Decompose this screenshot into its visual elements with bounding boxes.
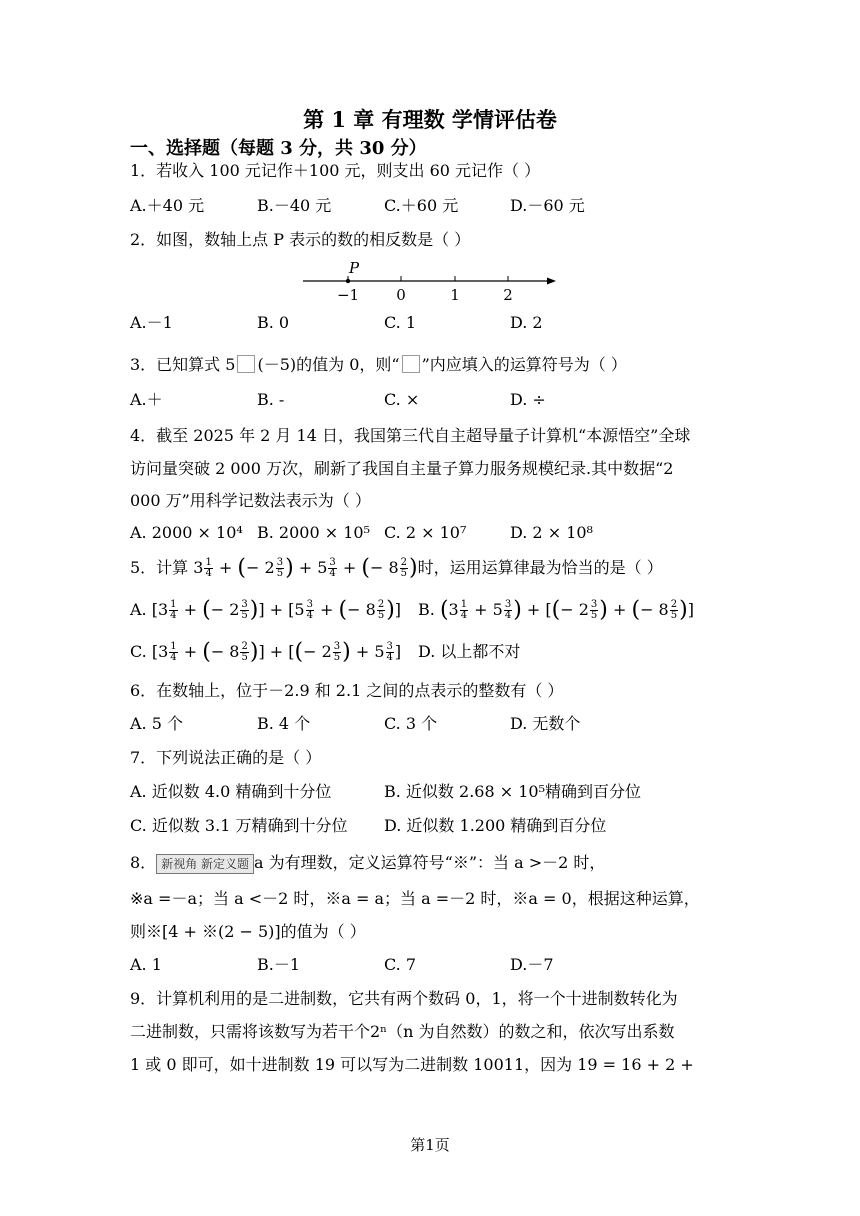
question-8-line-1 [130,852,605,874]
option-c: C. × [384,390,420,409]
tick-label-neg1: −1 [336,286,360,304]
question-7-option-c: C. 近似数 3.1 万精确到十分位 [130,816,348,835]
page-number: 第1页 [410,1136,450,1154]
blank-box-icon [237,355,255,373]
question-7-stem: 7．下列说法正确的是（ ） [130,748,322,767]
question-9-line-3: 1 或 0 即可，如十进制数 19 可以写为二进制数 10011，因为 19 = 16 + 2 + [130,1055,694,1074]
option-b: B.－1 [257,955,301,974]
question-5-option-a: A. [3 $\frac{1}{4}$ + (− 2 $\frac{3}{5}$ )] + [5 $\frac{3}{4}$ + (− 8 $\frac{2}{5}$ )] [130,597,402,623]
question-4-line-1: 4．截至 2025 年 2 月 14 日，我国第三代自主超导量子计算机“本源悟空”全球 [130,426,691,445]
question-9-line-1: 9．计算机利用的是二进制数，它共有两个数码 0，1，将一个十进制数转化为 [130,989,678,1008]
option-d: D. 2 × 10⁸ [510,523,593,542]
question-4-options [130,522,730,544]
question-7-option-b: B. 近似数 2.68 × 10⁵精确到百分位 [384,782,641,801]
new-definition-badge: 新视角 新定义题 [156,854,254,874]
question-9-line-2: 二进制数，只需将该数写为若干个2ⁿ（n 为自然数）的数之和，依次写出系数 [130,1022,675,1041]
option-b: B. 4 个 [257,714,311,733]
question-1-options [130,195,730,217]
option-d: D. ÷ [510,390,546,409]
option-c: C. 3 个 [384,714,438,733]
option-d: D. 无数个 [510,714,581,733]
option-a: A. 5 个 [130,714,183,733]
option-c: C. 7 [384,955,417,974]
question-3-options [130,389,730,411]
tick-label-2: 2 [503,286,513,304]
option-a: A.＋ [130,390,163,409]
q3-text-3: ”内应填入的运算符号为（ ） [421,355,627,374]
q8-text: a 为有理数，定义运算符号“※”：当 a >－2 时， [254,853,606,872]
question-1-stem: 1．若收入 100 元记作＋100 元，则支出 60 元记作（ ） [130,161,541,180]
option-d: D. 2 [510,313,543,332]
question-8-options [130,954,730,976]
question-6-stem: 6．在数轴上，位于－2.9 和 2.1 之间的点表示的整数有（ ） [130,681,564,700]
q3-text-2: (－5)的值为 0，则“ [257,355,400,374]
question-3-stem [130,354,627,376]
question-8-line-2: ※a =－a；当 a <－2 时，※a = a；当 a =－2 时，※a = 0，根据这种运算， [130,889,700,908]
option-b: B. 0 [257,313,290,332]
number-line-figure [298,258,560,306]
q8-number: 8． [130,853,157,872]
question-6-options [130,713,730,735]
question-2-options [130,312,730,334]
question-5-option-d: D. 以上都不对 [418,642,521,661]
option-a: A.－1 [130,313,173,332]
option-b: B. - [257,390,285,409]
point-p-label: P [348,259,360,277]
option-a: A.＋40 元 [130,196,205,215]
option-b: B.－40 元 [257,196,332,215]
section-heading: 一、选择题（每题 3 分，共 30 分） [130,138,427,159]
q5-text-2: 时，运用运算律最为恰当的是（ ） [417,558,663,577]
tick-label-1: 1 [450,286,460,304]
option-a: A. 1 [130,955,162,974]
point-p-dot [346,279,350,283]
option-c: C. 1 [384,313,417,332]
question-5-option-c: C. [3 $\frac{1}{4}$ + (− 8 $\frac{2}{5}$ )] + [(− 2 $\frac{3}{5}$ ) + 5 $\frac{3}{4}$ ] [130,639,402,665]
question-4-line-2: 访问量突破 2 000 万次，刷新了我国自主量子算力服务规模纪录.其中数据“2 [130,459,674,478]
tick-label-0: 0 [396,286,406,304]
option-d: D.－7 [510,955,554,974]
question-7-option-d: D. 近似数 1.200 精确到百分位 [384,816,607,835]
option-d: D.－60 元 [510,196,585,215]
q5-text-1: 5．计算 [130,558,194,577]
option-c: C.＋60 元 [384,196,459,215]
question-8-line-3: 则※[4 + ※(2 − 5)]的值为（ ） [130,922,366,941]
q3-text-1: 3．已知算式 5 [130,355,236,374]
option-a: A. 2000 × 10⁴ [130,523,243,542]
question-4-line-3: 000 万”用科学记数法表示为（ ） [130,491,371,510]
question-5-stem: 5．计算 3 $\frac{1}{4}$ + (− 2 $\frac{3}{5}$ ) + 5 $\frac{3}{4}$ + (− 8 $\frac{2}{5}$ )时，运用运算律最为恰当的是（ ） [130,555,663,581]
option-c: C. 2 × 10⁷ [384,523,467,542]
blank-box-icon [402,355,420,373]
question-2-stem: 2．如图，数轴上点 P 表示的数的相反数是（ ） [130,230,471,249]
page-title: 第 1 章 有理数 学情评估卷 [303,107,557,132]
question-7-option-a: A. 近似数 4.0 精确到十分位 [130,782,332,801]
question-5-option-b: B. (3 $\frac{1}{4}$ + 5 $\frac{3}{4}$ ) + [(− 2 $\frac{3}{5}$ ) + (− 8 $\frac{2}{5}$ )] [418,597,694,623]
option-b: B. 2000 × 10⁵ [257,523,370,542]
axis-arrow-icon [547,278,556,285]
